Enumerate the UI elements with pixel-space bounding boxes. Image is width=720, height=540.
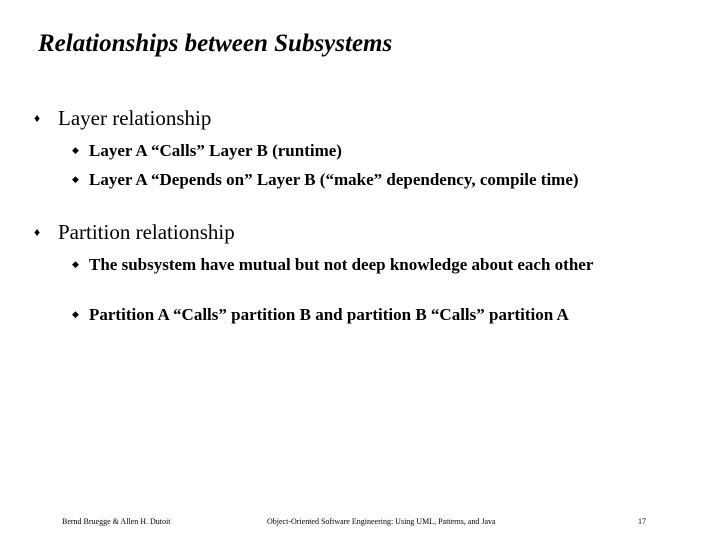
- bullet-layer-relationship: [34, 106, 211, 131]
- bullet-partition-relationship: [34, 220, 235, 245]
- square-bullet-icon: ◆: [72, 174, 79, 184]
- footer-page-number: 17: [638, 517, 646, 526]
- footer-book-title: Object-Oriented Software Engineering: Using UML, Patterns, and Java: [267, 517, 496, 526]
- subbullet-partition-mutual: [72, 255, 652, 274]
- subbullet-text: The subsystem have mutual but not deep knowledge about each other: [89, 255, 594, 274]
- diamond-bullet-icon: ♦: [34, 225, 41, 239]
- footer-authors: Bernd Bruegge & Allen H. Dutoit: [62, 517, 171, 526]
- subbullet-partition-calls: [72, 305, 692, 324]
- subbullet-layer-calls: [72, 141, 672, 160]
- subbullet-layer-depends: [72, 170, 642, 189]
- subbullet-text: Layer A “Calls” Layer B (runtime): [89, 141, 342, 160]
- subbullet-text: Partition A “Calls” partition B and partition B “Calls” partition A: [89, 305, 569, 324]
- square-bullet-icon: ◆: [72, 259, 79, 269]
- diamond-bullet-icon: ♦: [34, 111, 41, 125]
- square-bullet-icon: ◆: [72, 309, 79, 319]
- bullet-label: Layer relationship: [58, 106, 212, 130]
- subbullet-text: Layer A “Depends on” Layer B (“make” dependency, compile time): [89, 170, 579, 189]
- square-bullet-icon: ◆: [72, 145, 79, 155]
- bullet-label: Partition relationship: [58, 220, 235, 244]
- slide-title: Relationships between Subsystems: [38, 30, 393, 57]
